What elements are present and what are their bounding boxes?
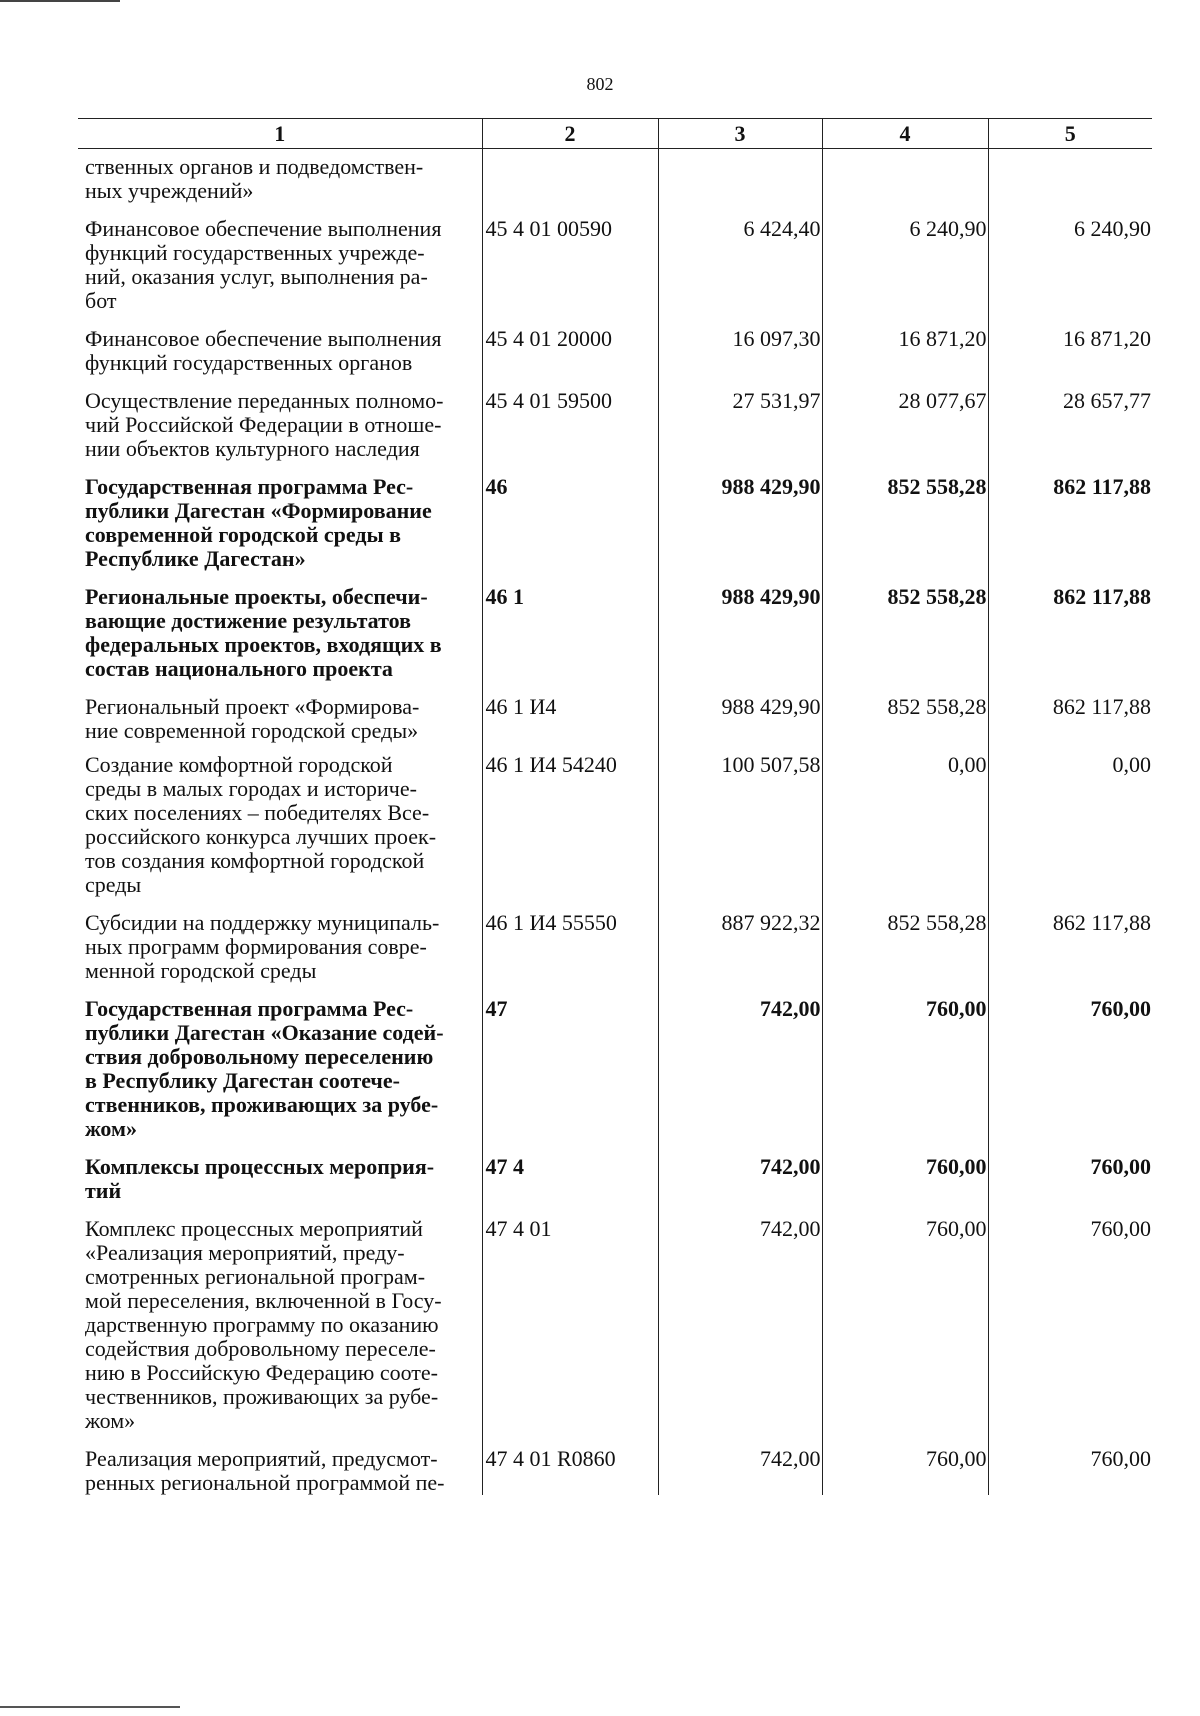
row-value-cell-5: 862 117,88 xyxy=(988,897,1152,983)
row-value-cell-3: 742,00 xyxy=(658,1433,822,1495)
row-value-cell-5: 760,00 xyxy=(988,1433,1152,1495)
row-name-cell: Региональный проект «Формирова- ние современной городской среды» xyxy=(85,694,420,743)
row-value-cell-4 xyxy=(822,149,988,204)
row-value-cell-4: 0,00 xyxy=(822,743,988,897)
row-value-cell-3: 742,00 xyxy=(658,983,822,1141)
row-value-cell-5 xyxy=(988,149,1152,204)
row-name-cell: Осуществление переданных полномо- чий Российской Федерации в отноше- нии объектов культурного наследия xyxy=(85,388,444,461)
row-code-cell: 47 4 01 R0860 xyxy=(482,1433,658,1495)
header-col-1: 1 xyxy=(78,119,482,149)
row-name-cell: Комплекс процессных мероприятий «Реализация мероприятий, преду- смотренных региональной програм- мой переселения, включенной в Госу- дарственную программу по оказанию содействия добровольному переселе- нию в Российскую Федерацию сооте- чественников, проживающих за рубе- жом» xyxy=(85,1216,442,1433)
table-row xyxy=(78,375,1152,461)
row-value-cell-5: 760,00 xyxy=(988,983,1152,1141)
row-code-cell: 45 4 01 59500 xyxy=(482,375,658,461)
table-row xyxy=(78,461,1152,571)
row-value-cell-3: 988 429,90 xyxy=(658,681,822,743)
row-value-cell-3: 742,00 xyxy=(658,1141,822,1203)
row-name-cell: Финансовое обеспечение выполнения функций государственных учрежде- ний, оказания услуг, выполнения ра- бот xyxy=(85,216,442,313)
table-row xyxy=(78,149,1152,204)
row-value-cell-5: 16 871,20 xyxy=(988,313,1152,375)
row-code-cell: 46 1 И4 54240 xyxy=(482,743,658,897)
row-value-cell-4: 852 558,28 xyxy=(822,461,988,571)
row-code-cell: 45 4 01 20000 xyxy=(482,313,658,375)
header-col-2: 2 xyxy=(482,119,658,149)
header-col-3: 3 xyxy=(658,119,822,149)
row-name-cell: Финансовое обеспечение выполнения функций государственных органов xyxy=(85,326,442,375)
table-row xyxy=(78,897,1152,983)
row-code-cell: 45 4 01 00590 xyxy=(482,203,658,313)
table-row xyxy=(78,1433,1152,1495)
row-value-cell-5: 862 117,88 xyxy=(988,571,1152,681)
table-body xyxy=(78,149,1152,1496)
row-value-cell-3: 988 429,90 xyxy=(658,461,822,571)
row-value-cell-3: 887 922,32 xyxy=(658,897,822,983)
row-value-cell-5: 6 240,90 xyxy=(988,203,1152,313)
table-row xyxy=(78,1203,1152,1433)
row-value-cell-5: 862 117,88 xyxy=(988,681,1152,743)
row-code-cell: 47 4 01 xyxy=(482,1203,658,1433)
row-value-cell-4: 6 240,90 xyxy=(822,203,988,313)
table-row xyxy=(78,571,1152,681)
row-value-cell-4: 760,00 xyxy=(822,1141,988,1203)
table-row xyxy=(78,203,1152,313)
row-code-cell: 47 4 xyxy=(482,1141,658,1203)
row-code-cell: 46 1 И4 xyxy=(482,681,658,743)
row-name-cell: ственных органов и подведомствен- ных учреждений» xyxy=(85,154,424,203)
header-col-4: 4 xyxy=(822,119,988,149)
row-value-cell-3: 742,00 xyxy=(658,1203,822,1433)
row-value-cell-3: 100 507,58 xyxy=(658,743,822,897)
header-col-5: 5 xyxy=(988,119,1152,149)
row-value-cell-5: 760,00 xyxy=(988,1141,1152,1203)
row-value-cell-4: 852 558,28 xyxy=(822,897,988,983)
row-value-cell-4: 852 558,28 xyxy=(822,681,988,743)
row-value-cell-5: 28 657,77 xyxy=(988,375,1152,461)
scan-artifact-bottom xyxy=(0,1706,180,1708)
row-code-cell: 46 1 xyxy=(482,571,658,681)
row-value-cell-3: 27 531,97 xyxy=(658,375,822,461)
budget-table xyxy=(78,118,1152,1495)
row-value-cell-4: 760,00 xyxy=(822,983,988,1141)
row-value-cell-3: 988 429,90 xyxy=(658,571,822,681)
table-row xyxy=(78,681,1152,743)
page-number: 802 xyxy=(586,74,614,94)
row-value-cell-5: 0,00 xyxy=(988,743,1152,897)
row-code-cell: 47 xyxy=(482,983,658,1141)
table-row xyxy=(78,1141,1152,1203)
row-code-cell: 46 1 И4 55550 xyxy=(482,897,658,983)
row-value-cell-4: 28 077,67 xyxy=(822,375,988,461)
table-row xyxy=(78,983,1152,1141)
scan-artifact-top xyxy=(0,0,120,2)
row-code-cell xyxy=(482,149,658,204)
row-value-cell-4: 760,00 xyxy=(822,1203,988,1433)
row-name-cell: Региональные проекты, обеспечи- вающие достижение результатов федеральных проектов, входящих в состав национального проекта xyxy=(85,584,442,681)
row-name-cell: Комплексы процессных мероприя- тий xyxy=(85,1154,435,1203)
row-value-cell-4: 852 558,28 xyxy=(822,571,988,681)
row-value-cell-3: 16 097,30 xyxy=(658,313,822,375)
row-value-cell-5: 760,00 xyxy=(988,1203,1152,1433)
row-name-cell: Государственная программа Рес- публики Дагестан «Формирование современной городской среды в Республике Дагестан» xyxy=(85,474,432,571)
budget-table-container xyxy=(78,118,1152,1495)
row-name-cell: Государственная программа Рес- публики Дагестан «Оказание содей- ствия добровольному переселению в Республику Дагестан соотече- ственников, проживающих за рубе- жом» xyxy=(85,996,444,1141)
table-row xyxy=(78,743,1152,897)
row-name-cell: Реализация мероприятий, предусмот- ренных региональной программой пе- xyxy=(85,1446,445,1495)
row-code-cell: 46 xyxy=(482,461,658,571)
row-name-cell: Создание комфортной городской среды в малых городах и историче- ских поселениях – победителях Все- российского конкурса лучших проек- тов создания комфортной городской среды xyxy=(85,752,437,897)
table-row xyxy=(78,313,1152,375)
row-value-cell-5: 862 117,88 xyxy=(988,461,1152,571)
row-name-cell: Субсидии на поддержку муниципаль- ных программ формирования совре- менной городской среды xyxy=(85,910,440,983)
row-value-cell-4: 760,00 xyxy=(822,1433,988,1495)
row-value-cell-3 xyxy=(658,149,822,204)
table-header-row xyxy=(78,119,1152,149)
row-value-cell-3: 6 424,40 xyxy=(658,203,822,313)
row-value-cell-4: 16 871,20 xyxy=(822,313,988,375)
